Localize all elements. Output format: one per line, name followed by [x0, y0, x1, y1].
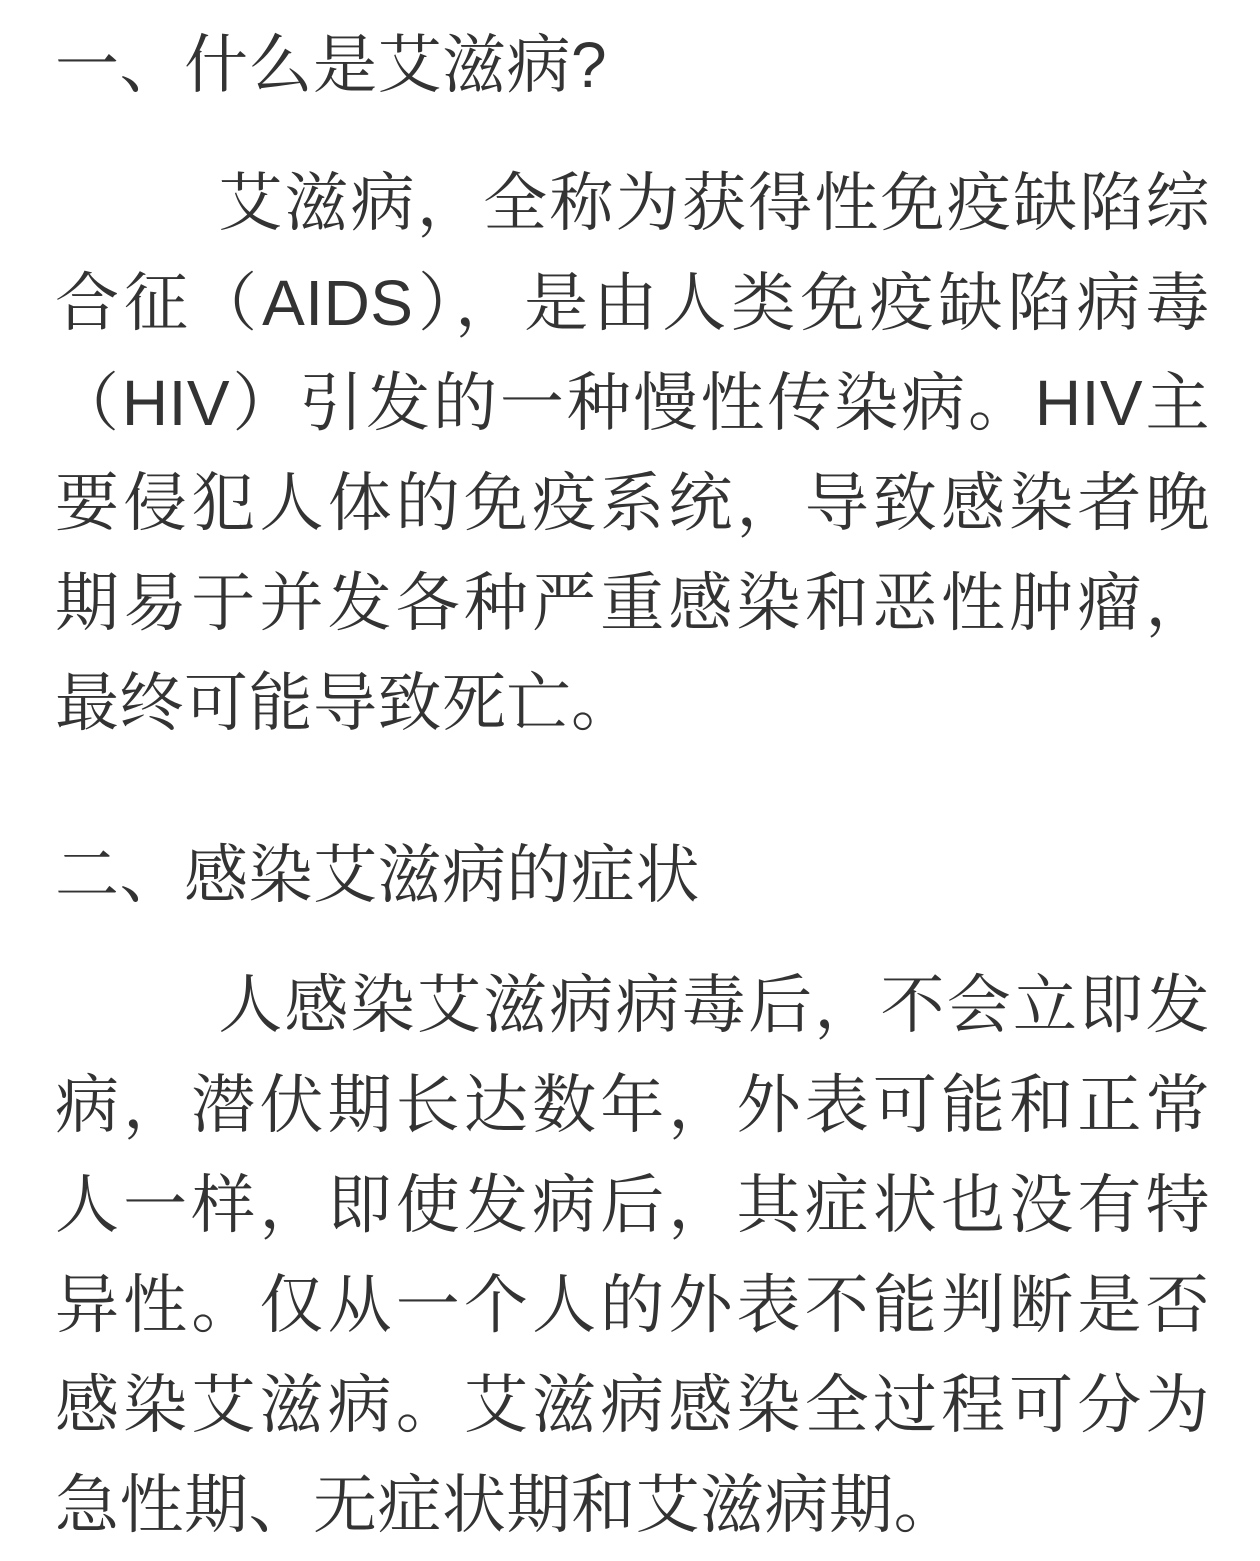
paragraph-aids-definition: 艾滋病，全称为获得性免疫缺陷综合征（AIDS），是由人类免疫缺陷病毒（HIV）引发的一种慢性传染病。HIV主要侵犯人体的免疫系统，导致感染者晚期易于并发各种严重感染和恶性肿瘤，最终可能导致死亡。	[55, 167, 1210, 739]
section-heading-what-is-aids: 一、什么是艾滋病?	[55, 29, 608, 101]
paragraph-aids-symptoms: 人感染艾滋病病毒后，不会立即发病，潜伏期长达数年，外表可能和正常人一样，即使发病后，其症状也没有特异性。仅从一个人的外表不能判断是否感染艾滋病。艾滋病感染全过程可分为急性期、无症状期和艾滋病期。	[55, 969, 1210, 1541]
section-heading-aids-symptoms: 二、感染艾滋病的症状	[55, 839, 700, 911]
